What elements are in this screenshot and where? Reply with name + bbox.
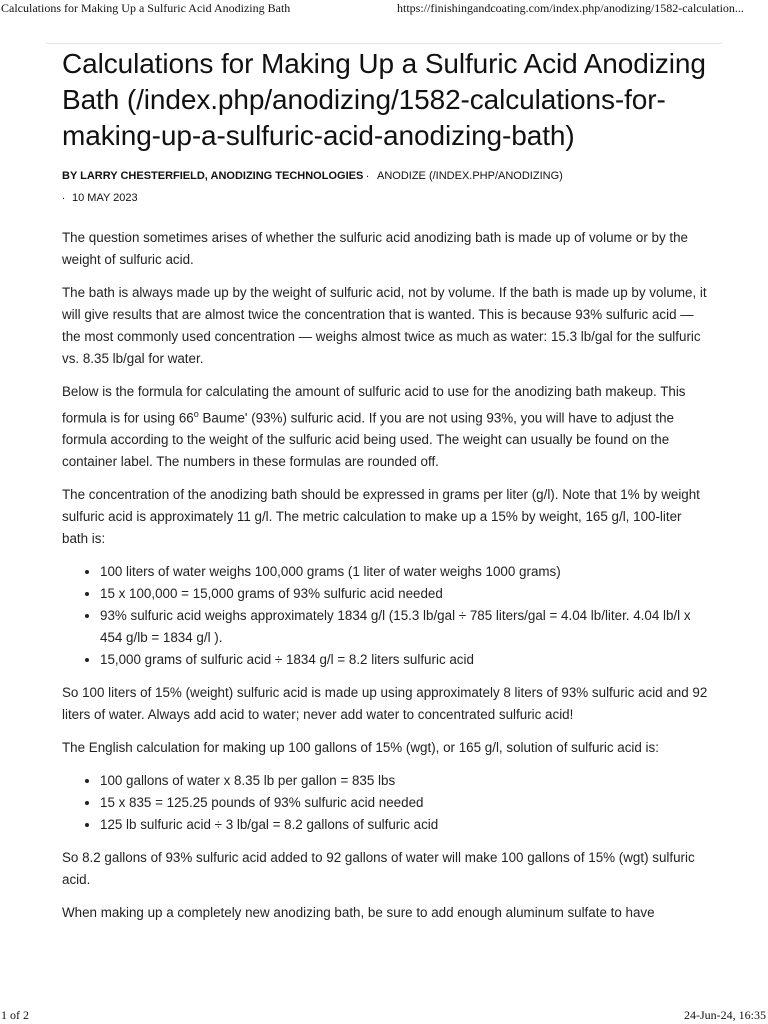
paragraph: So 100 liters of 15% (weight) sulfuric acid is made up using approximately 8 liters of 93% sulfuric acid and 92 liters of water. Always add acid to water; never add water to concentrated sulfuric acid! — [62, 685, 708, 723]
meta-separator: . — [62, 190, 66, 202]
article-date: 10 MAY 2023 — [72, 192, 138, 204]
list-item: • 15,000 grams of sulfuric acid ÷ 1834 g/l = 8.2 liters sulfuric acid — [100, 649, 710, 671]
paragraph: The concentration of the anodizing bath should be expressed in grams per liter (g/l). Note that 1% by weight sulfuric acid is approximately 11 g/l. The metric calculation to make up a 15% by weight, 165 g/l, 100-liter bath is: — [62, 487, 700, 547]
category-link[interactable]: ANODIZE (/INDEX.PHP/ANODIZING) — [377, 170, 563, 182]
list-item: • 125 lb sulfuric acid ÷ 3 lb/gal = 8.2 gallons of sulfuric acid — [100, 814, 710, 836]
metric-calculation-list — [62, 561, 710, 671]
meta-separator: . — [366, 168, 370, 180]
paragraph: So 8.2 gallons of 93% sulfuric acid added to 92 gallons of water will make 100 gallons of 15% (wgt) sulfuric acid. — [62, 850, 695, 888]
print-footer — [0, 1008, 768, 1024]
list-item: • 100 liters of water weighs 100,000 grams (1 liter of water weighs 1000 grams) — [100, 561, 710, 583]
page-number: 1 of 2 — [1, 1008, 29, 1022]
list-item: • 100 gallons of water x 8.35 lb per gallon = 835 lbs — [100, 770, 710, 792]
article — [62, 45, 710, 935]
paragraph: The question sometimes arises of whether the sulfuric acid anodizing bath is made up of volume or by the weight of sulfuric acid. — [62, 230, 688, 267]
article-meta — [62, 168, 710, 214]
list-item: • 15 x 100,000 = 15,000 grams of 93% sulfuric acid needed — [100, 583, 710, 605]
english-calculation-list — [62, 770, 710, 836]
article-body — [62, 227, 710, 924]
print-header-title: Calculations for Making Up a Sulfuric Acid Anodizing Bath — [1, 1, 291, 15]
paragraph: The English calculation for making up 100 gallons of 15% (wgt), or 165 g/l, solution of sulfuric acid is: — [62, 740, 659, 756]
paragraph — [62, 381, 710, 473]
paragraph: The bath is always made up by the weight of sulfuric acid, not by volume. If the bath is made up by volume, it will give results that are almost twice the concentration that is wanted. This is because 93% sulfuric acid — the most commonly used concentration — weighs almost twice as much as water: 15.3 lb/gal for the sulfuric vs. 8.35 lb/gal for water. — [62, 285, 707, 366]
degree-superscript: o — [193, 409, 199, 419]
paragraph: When making up a completely new anodizing bath, be sure to add enough aluminum sulfate to have — [62, 905, 655, 921]
print-header-url: https://finishingandcoating.com/index.php/anodizing/1582-calculation... — [397, 1, 744, 15]
print-header — [0, 0, 768, 18]
paragraph-text: Baume' (93%) sulfuric acid. If you are not using 93%, you will have to adjust the formula according to the weight of the sulfuric acid being used. The weight can usually be found on the container label. The numbers in these formulas are rounded off. — [62, 410, 674, 470]
paragraph-text: Below is the formula for calculating the amount of sulfuric acid to use for the anodizing bath makeup. This formula is for using 66 — [62, 384, 686, 426]
print-datetime: 24-Jun-24, 16:35 — [684, 1008, 766, 1022]
article-author: BY LARRY CHESTERFIELD, ANODIZING TECHNOLOGIES — [62, 170, 364, 182]
header-divider — [46, 43, 722, 44]
list-item: • 15 x 835 = 125.25 pounds of 93% sulfuric acid needed — [100, 792, 710, 814]
list-item: • 93% sulfuric acid weighs approximately 1834 g/l (15.3 lb/gal ÷ 785 liters/gal = 4.04 lb/liter. 4.04 lb/l x 454 g/lb = 1834 g/l ). — [100, 605, 710, 649]
article-title[interactable]: Calculations for Making Up a Sulfuric Acid Anodizing Bath (/index.php/anodizing/1582-calculations-for-making-up-a-sulfuric-acid-anodizing-bath) — [62, 48, 706, 151]
